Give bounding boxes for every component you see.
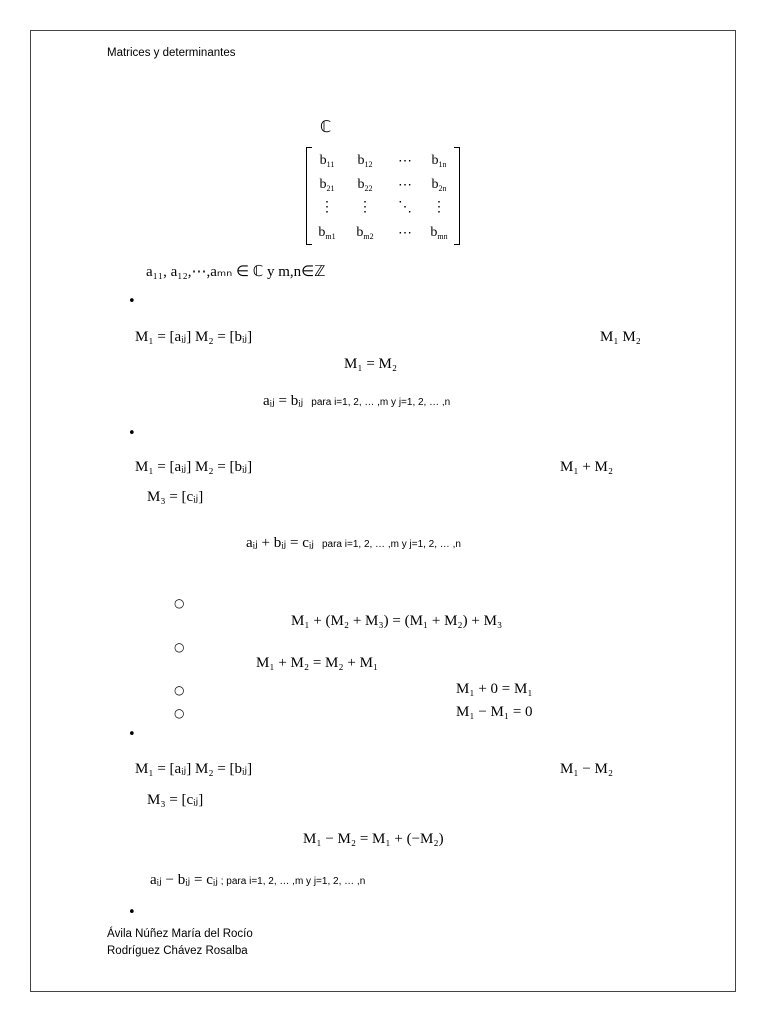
prop-inverse: M₁ − M₁ = 0	[456, 704, 533, 720]
sec2-condition-text: para i=1, 2, … ,m y j=1, 2, … ,n	[321, 539, 461, 550]
sec3-difference: M₁ − M₂	[560, 761, 614, 777]
bullet-3: •	[128, 727, 136, 742]
sec3-diff-identity: M₁ − M₂ = M₁ + (−M₂)	[303, 831, 444, 847]
matrix-cell-2-1: $b_{21}$	[319, 177, 335, 193]
prop-identity: M₁ + 0 = M₁	[456, 681, 533, 697]
circle-2: ○	[174, 640, 185, 654]
matrix-cell-1-3: ⋯	[398, 154, 412, 169]
matrix-cell-1-1: $b_{11}$	[319, 153, 335, 169]
sec2-m3: M₃ = [cᵢⱼ]	[147, 489, 204, 505]
sec3-m3: M₃ = [cᵢⱼ]	[147, 792, 204, 808]
sec1-definition: M₁ = [aᵢⱼ] M₂ = [bᵢⱼ]	[135, 329, 253, 345]
bullet-4: •	[128, 905, 136, 920]
sec2-sum: M₁ + M₂	[560, 459, 614, 475]
prop-associative: M₁ + (M₂ + M₃) = (M₁ + M₂) + M₃	[291, 613, 503, 629]
matrix-cell-4-2: $b_{m2}$	[356, 225, 374, 241]
footer-author-2: Rodríguez Chávez Rosalba	[107, 945, 248, 957]
matrix-cell-3-2: ⋮	[358, 200, 372, 215]
sec1-condition-text: para i=1, 2, … ,m y j=1, 2, … ,n	[311, 397, 451, 408]
prop-commutative: M₁ + M₂ = M₂ + M₁	[256, 655, 379, 671]
sec3-condition-text: ; para i=1, 2, … ,m y j=1, 2, … ,n	[217, 876, 366, 887]
sec1-condition	[263, 393, 450, 409]
sec1-matrices: M₁ M₂	[600, 329, 641, 345]
matrix-cell-3-1: ⋮	[320, 200, 334, 215]
sec3-definition: M₁ = [aᵢⱼ] M₂ = [bᵢⱼ]	[135, 761, 253, 777]
bullet-2: •	[128, 426, 136, 441]
footer-author-1: Ávila Núñez María del Rocío	[107, 928, 253, 940]
sec2-condition-math: aᵢⱼ + bᵢⱼ = cᵢⱼ	[246, 535, 314, 551]
matrix-cell-3-3: ⋱	[398, 200, 412, 215]
matrix-cell-4-3: ⋯	[398, 226, 412, 241]
bullet-1: •	[128, 294, 136, 309]
matrix-b	[306, 147, 460, 243]
circle-4: ○	[174, 706, 185, 720]
matrix-cell-2-3: ⋯	[398, 178, 412, 193]
circle-1: ○	[174, 596, 185, 610]
sec1-equality: M₁ = M₂	[344, 356, 398, 372]
elements-line: a₁₁, a₁₂,⋯,aₘₙ ∈ ℂ y m,n∈ℤ	[146, 264, 326, 280]
sec3-condition	[150, 872, 365, 888]
sec3-condition-math: aᵢⱼ − bᵢⱼ = cᵢⱼ	[150, 872, 218, 888]
matrix-cell-1-2: $b_{12}$	[357, 153, 373, 169]
circle-3: ○	[174, 683, 185, 697]
matrix-cell-3-4: ⋮	[432, 200, 446, 215]
matrix-cell-4-1: $b_{m1}$	[318, 225, 336, 241]
matrix-cell-1-4: $b_{1n}$	[431, 153, 447, 169]
sec2-condition	[246, 535, 461, 551]
sec1-condition-math: aᵢⱼ = bᵢⱼ	[263, 393, 304, 409]
header-title: Matrices y determinantes	[107, 47, 236, 59]
sec2-definition: M₁ = [aᵢⱼ] M₂ = [bᵢⱼ]	[135, 459, 253, 475]
matrix-cell-2-4: $b_{2n}$	[431, 177, 447, 193]
complex-symbol: ℂ	[320, 119, 332, 136]
matrix-cell-4-4: $b_{mn}$	[430, 225, 448, 241]
matrix-cell-2-2: $b_{22}$	[357, 177, 373, 193]
